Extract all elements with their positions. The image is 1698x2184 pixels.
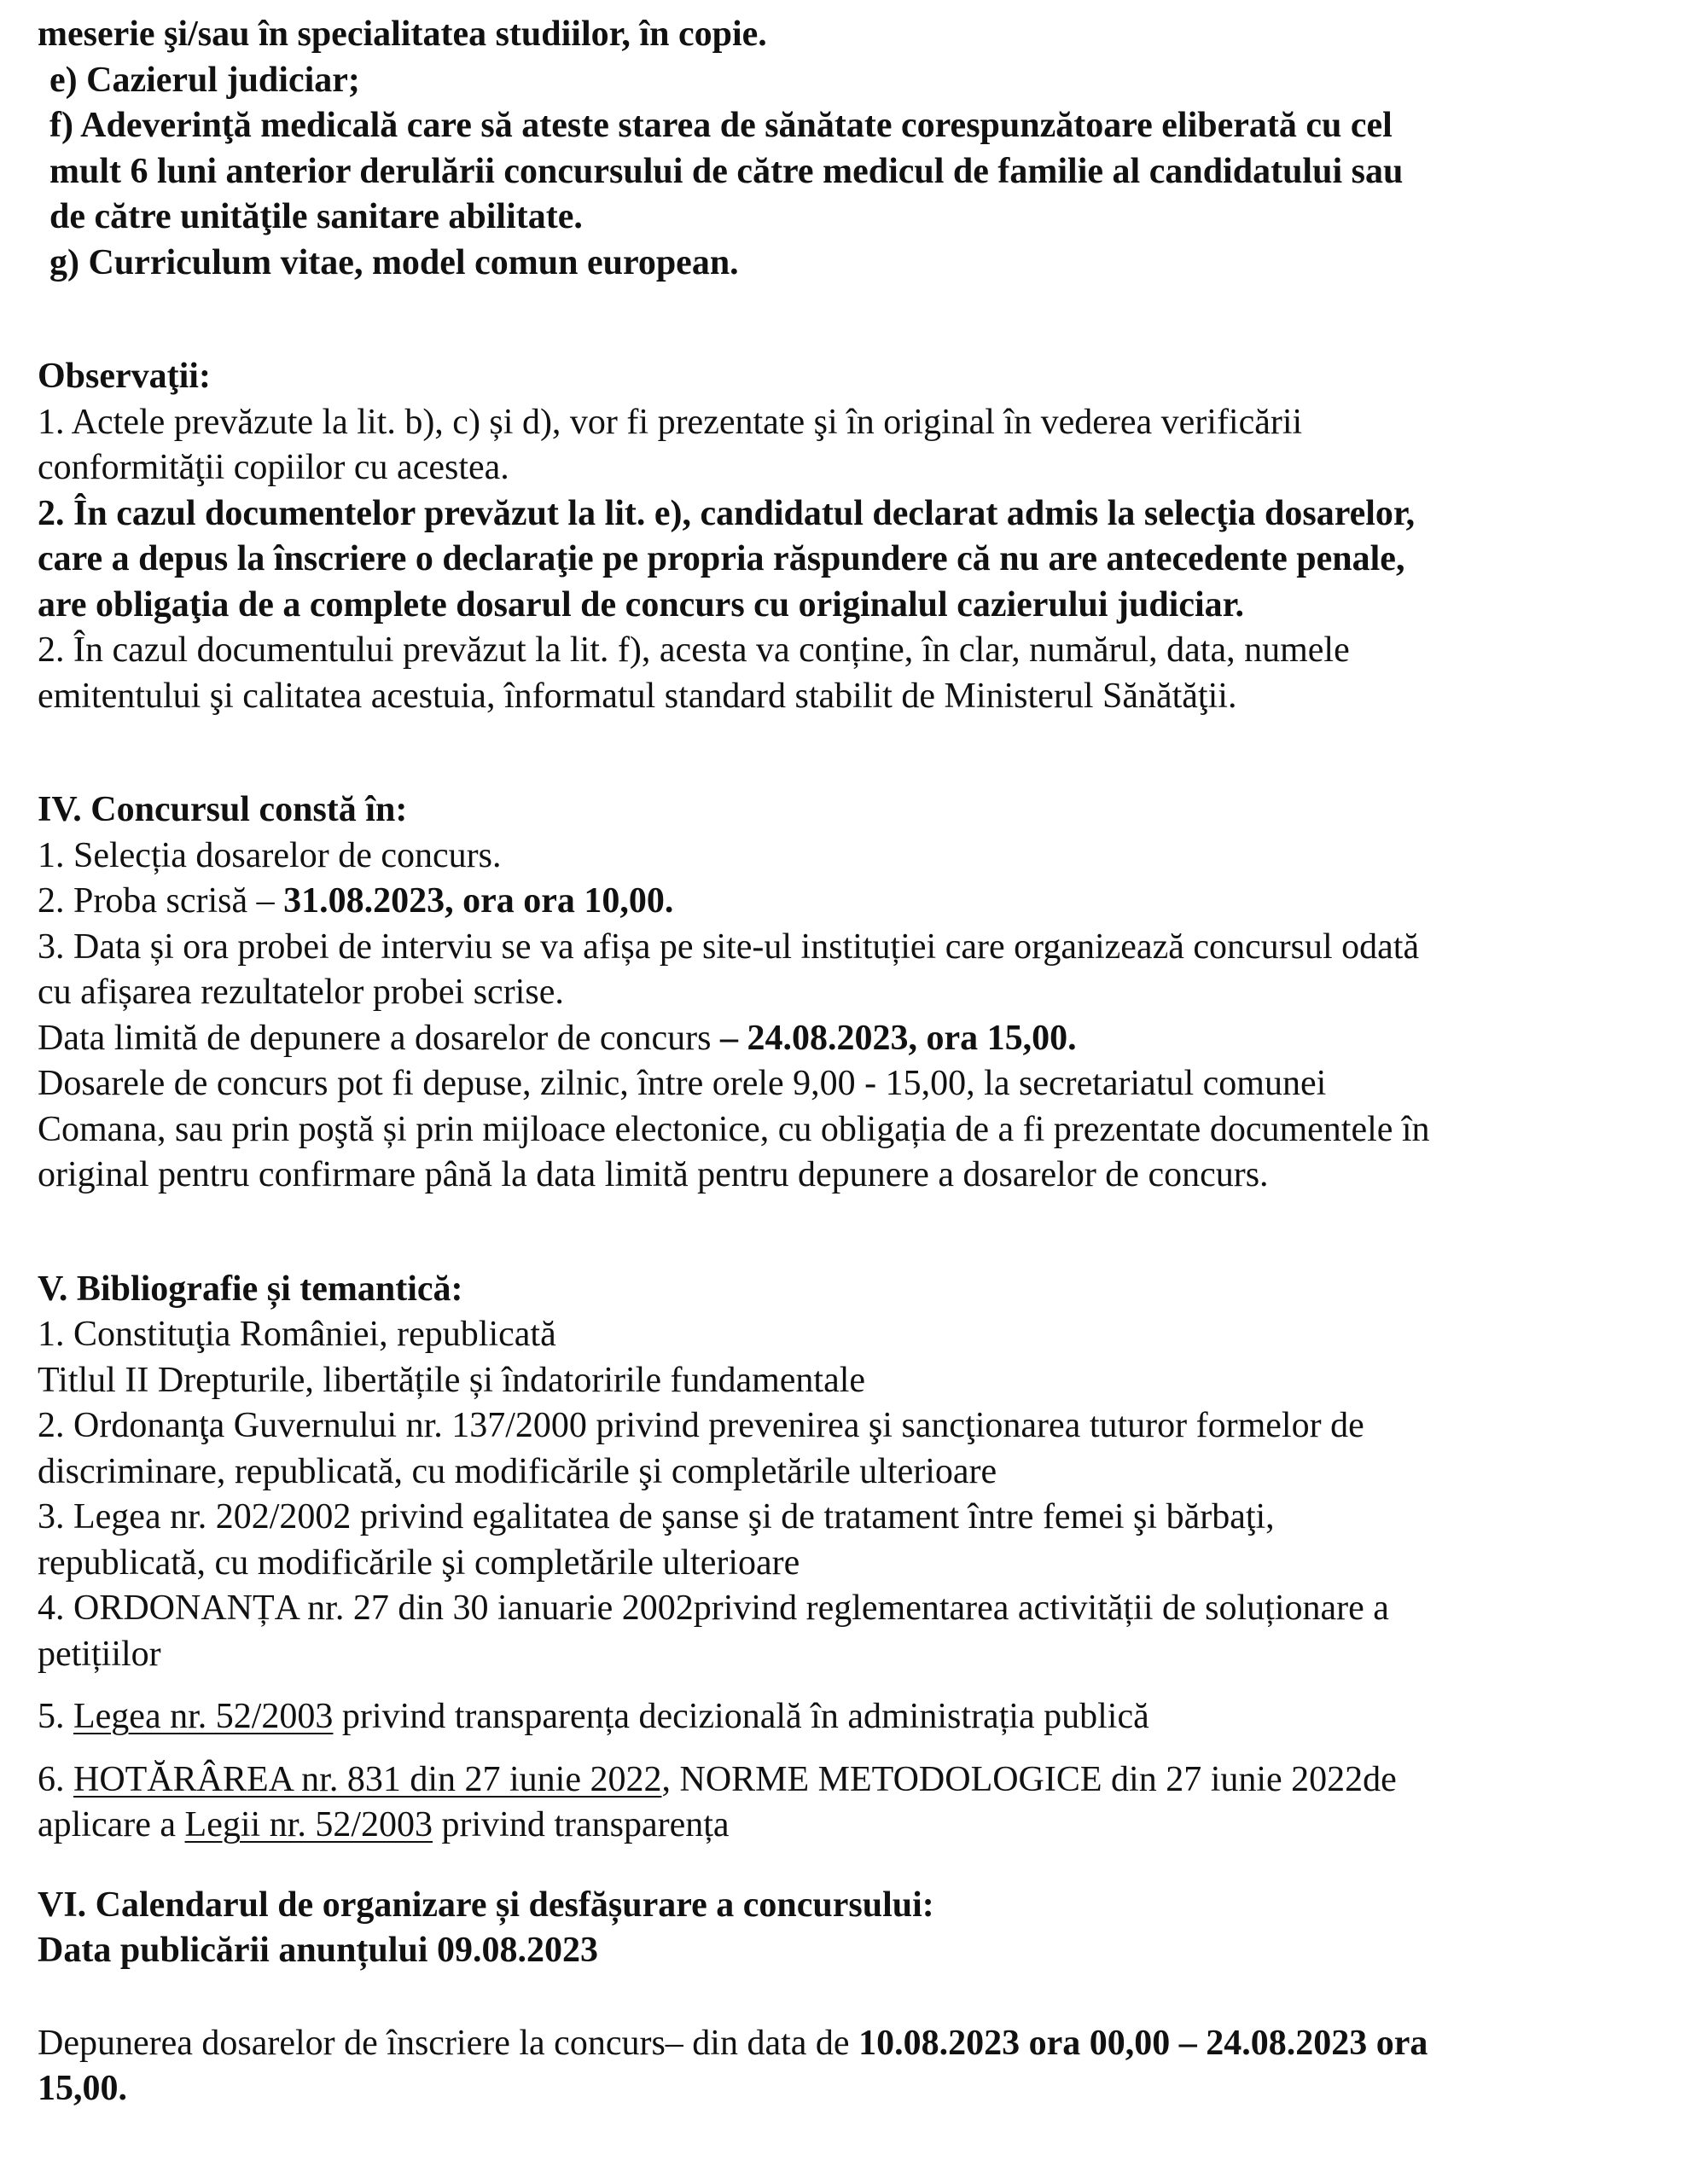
bibliography-item-5-text: privind transparența decizională în administrația publică xyxy=(333,1697,1149,1736)
submission-line-3: original pentru confirmare până la data limită pentru depunere a dosarelor de concurs. xyxy=(38,1155,1269,1194)
observation-1-line-1: 1. Actele prevăzute la lit. b), c) și d), vor fi prezentate şi în original în vederea verificării xyxy=(38,402,1303,442)
observation-1-line-2: conformităţii copiilor cu acestea. xyxy=(38,448,509,487)
observation-3-line-1: 2. În cazul documentului prevăzut la lit. f), acesta va conține, în clar, numărul, data, numele xyxy=(38,630,1350,670)
observation-2-line-1: 2. În cazul documentelor prevăzut la lit. e), candidatul declarat admis la selecţia dosarelor, xyxy=(38,493,1416,533)
bibliography-item-6-line-2 xyxy=(38,1803,1659,1849)
contest-item-1: 1. Selecția dosarelor de concurs. xyxy=(38,835,502,875)
hotarare-831-link[interactable]: HOTĂRÂREA nr. 831 din 27 iunie 2022 xyxy=(73,1759,662,1799)
requirement-f-line-3: de către unităţile sanitare abilitate. xyxy=(49,197,583,236)
requirement-f-line-1: f) Adeverinţă medicală care să ateste starea de sănătate corespunzătoare eliberată cu cel xyxy=(49,106,1393,145)
law-52-2003-link[interactable]: Legea nr. 52/2003 xyxy=(73,1697,334,1736)
deadline-label: Data limită de depunere a dosarelor de concurs xyxy=(38,1018,720,1058)
publication-date: Data publicării anunțului 09.08.2023 xyxy=(38,1931,598,1970)
bibliography-item-1-subtitle: Titlul II Drepturile, libertățile și îndatoririle fundamentale xyxy=(38,1360,866,1400)
bibliography-heading: V. Bibliografie și temantică: xyxy=(38,1269,463,1309)
bibliography-item-6-suffix: privind transparența xyxy=(433,1805,730,1844)
calendar-heading: VI. Calendarul de organizare și desfășurare a concursului: xyxy=(38,1885,934,1925)
written-test-date: 31.08.2023, ora ora 10,00. xyxy=(283,881,674,921)
requirement-g: g) Curriculum vitae, model comun european. xyxy=(49,242,739,282)
observation-3-line-2: emitentului şi calitatea acestuia, înformatul standard stabilit de Ministerul Sănătăţii. xyxy=(38,676,1237,716)
submission-line-2: Comana, sau prin poştă și prin mijloace electonice, cu obligația de a fi prezentate documentele în xyxy=(38,1109,1430,1149)
requirement-d-continuation: meserie şi/sau în specialitatea studiilor, în copie. xyxy=(38,15,767,54)
bibliography-item-3-line-2: republicată, cu modificările şi completările ulterioare xyxy=(38,1542,800,1583)
observation-2-line-2: care a depus la înscriere o declaraţie pe propria răspundere că nu are antecedente penale, xyxy=(38,539,1405,578)
submission-line-1: Dosarele de concurs pot fi depuse, zilnic, între orele 9,00 - 15,00, la secretariatul comunei xyxy=(38,1064,1327,1103)
legii-52-2003-link[interactable]: Legii nr. 52/2003 xyxy=(184,1805,433,1844)
deadline-date: – 24.08.2023, ora 15,00. xyxy=(720,1018,1077,1058)
bibliography-item-3-line-1: 3. Legea nr. 202/2002 privind egalitatea de şanse şi de tratament între femei şi bărbaţi, xyxy=(38,1497,1275,1536)
bibliography-item-4-line-2: petițiilor xyxy=(38,1634,161,1674)
bibliography-item-1: 1. Constituţia României, republicată xyxy=(38,1315,556,1354)
bibliography-section xyxy=(38,1267,1659,1849)
observations-section xyxy=(38,354,1659,719)
bibliography-item-6-prefix: aplicare a xyxy=(38,1805,185,1844)
contest-item-3-line-2: cu afișarea rezultatelor probei scrise. xyxy=(38,973,564,1012)
document-page xyxy=(38,12,1659,2112)
bibliography-item-4-line-1: 4. ORDONANȚA nr. 27 din 30 ianuarie 2002privind reglementarea activității de soluționare a xyxy=(38,1589,1389,1628)
requirement-e: e) Cazierul judiciar; xyxy=(49,60,360,100)
observations-heading: Observaţii: xyxy=(38,357,211,396)
deadline-line xyxy=(38,1016,1659,1062)
bibliography-item-5-number: 5. xyxy=(38,1697,73,1736)
observation-2-line-3: are obligaţia de a complete dosarul de concurs cu originalul cazierului judiciar. xyxy=(38,584,1244,624)
contest-item-2 xyxy=(38,879,1659,925)
bibliography-item-2-line-2: discriminare, republicată, cu modificările şi completările ulterioare xyxy=(38,1451,997,1491)
deposit-period-line-1 xyxy=(38,2021,1659,2067)
contest-item-3-line-1: 3. Data și ora probei de interviu se va afișa pe site-ul instituției care organizează concursul odată xyxy=(38,926,1420,967)
requirements-section xyxy=(38,12,1659,286)
written-test-label: 2. Proba scrisă – xyxy=(38,881,284,921)
deposit-period-label: Depunerea dosarelor de înscriere la concurs– din data de xyxy=(38,2023,859,2063)
bibliography-item-6-number: 6. xyxy=(38,1759,73,1799)
deposit-period-dates: 10.08.2023 ora 00,00 – 24.08.2023 ora xyxy=(858,2023,1428,2063)
deposit-period-line-2: 15,00. xyxy=(38,2069,127,2108)
calendar-section xyxy=(38,1883,1659,2112)
requirement-f-line-2: mult 6 luni anterior derulării concursului de către medicul de familie al candidatului sau xyxy=(49,151,1404,191)
bibliography-item-6-line-1 xyxy=(38,1757,1659,1804)
bibliography-item-5 xyxy=(38,1694,1659,1740)
contest-heading: IV. Concursul constă în: xyxy=(38,790,408,829)
contest-section xyxy=(38,787,1659,1199)
bibliography-item-2-line-1: 2. Ordonanţa Guvernului nr. 137/2000 privind prevenirea şi sancţionarea tuturor formelor de xyxy=(38,1406,1364,1445)
bibliography-item-6-text: , NORME METODOLOGICE din 27 iunie 2022de xyxy=(661,1759,1397,1799)
